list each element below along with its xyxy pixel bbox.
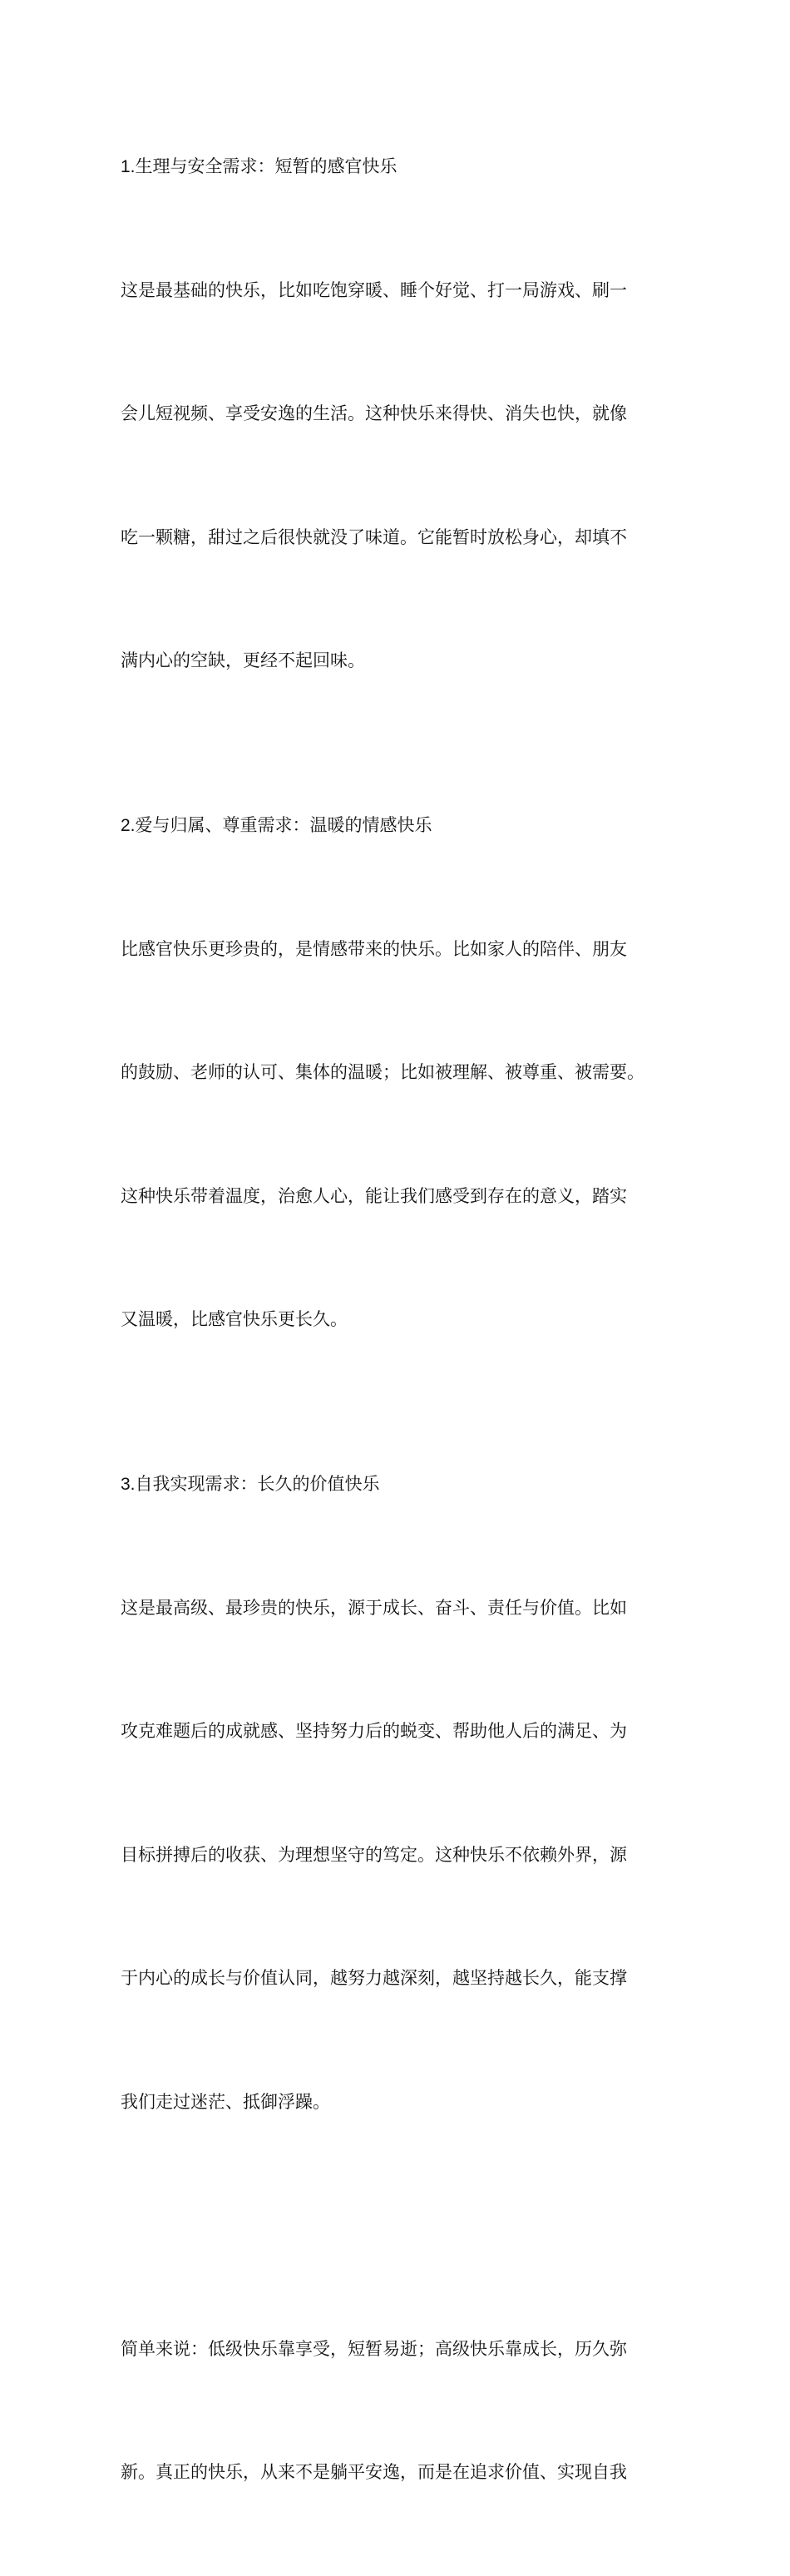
paragraph-line: 简单来说：低级快乐靠享受，短暂易逝；高级快乐靠成长，历久弥 (121, 2338, 627, 2359)
paragraph-line: 的鼓励、老师的认可、集体的温暖；比如被理解、被尊重、被需要。 (121, 1062, 644, 1082)
section-title: 爱与归属、尊重需求：温暖的情感快乐 (135, 815, 432, 835)
section-paragraph (121, 1506, 686, 2206)
paragraph-line: 这是最基础的快乐，比如吃饱穿暖、睡个好觉、打一局游戏、刷一 (121, 279, 627, 300)
paragraph-line: 这是最高级、最珍贵的快乐，源于成长、奋斗、责任与价值。比如 (121, 1597, 627, 1618)
paragraph-gap (121, 1423, 686, 1465)
section-heading (121, 1464, 686, 1506)
section-3 (121, 1464, 686, 2205)
summary-paragraph (121, 2247, 686, 2576)
paragraph-line: 又温暖，比感官快乐更长久。 (121, 1309, 348, 1329)
paragraph-line: 会儿短视频、享受安逸的生活。这种快乐来得快、消失也快，就像 (121, 403, 627, 423)
paragraph-line: 吃一颗糖，甜过之后很快就没了味道。它能暂时放松身心，却填不 (121, 527, 627, 547)
document-body (121, 146, 686, 2576)
paragraph-line: 目标拼搏后的收获、为理想坚守的笃定。这种快乐不依赖外界，源 (121, 1844, 627, 1865)
section-number: 2. (121, 816, 136, 835)
paragraph-line: 比感官快乐更珍贵的，是情感带来的快乐。比如家人的陪伴、朋友 (121, 938, 627, 959)
section-title: 生理与安全需求：短暂的感官快乐 (135, 156, 397, 176)
paragraph-line: 满内心的空缺，更经不起回味。 (121, 650, 365, 670)
paragraph-line: 我们走过迷茫、抵御浮躁。 (121, 2091, 330, 2112)
section-title: 自我实现需求：长久的价值快乐 (135, 1474, 380, 1494)
section-paragraph (121, 188, 686, 764)
section-number: 3. (121, 1475, 136, 1494)
paragraph-line: 攻克难题后的成就感、坚持努力后的蜕变、帮助他人后的满足、为 (121, 1721, 627, 1741)
section-number: 1. (121, 157, 136, 176)
section-paragraph (121, 847, 686, 1423)
paragraph-gap (121, 2205, 686, 2247)
paragraph-line: 新。真正的快乐，从来不是躺平安逸，而是在追求价值、实现自我 (121, 2462, 627, 2482)
paragraph-line: 于内心的成长与价值认同，越努力越深刻，越坚持越长久，能支撑 (121, 1968, 627, 1988)
paragraph-line: 这种快乐带着温度，治愈人心，能让我们感受到存在的意义，踏实 (121, 1185, 627, 1206)
section-2 (121, 805, 686, 1423)
section-heading (121, 805, 686, 847)
summary-section (121, 2247, 686, 2576)
section-1 (121, 146, 686, 764)
section-heading (121, 146, 686, 188)
paragraph-gap (121, 764, 686, 806)
